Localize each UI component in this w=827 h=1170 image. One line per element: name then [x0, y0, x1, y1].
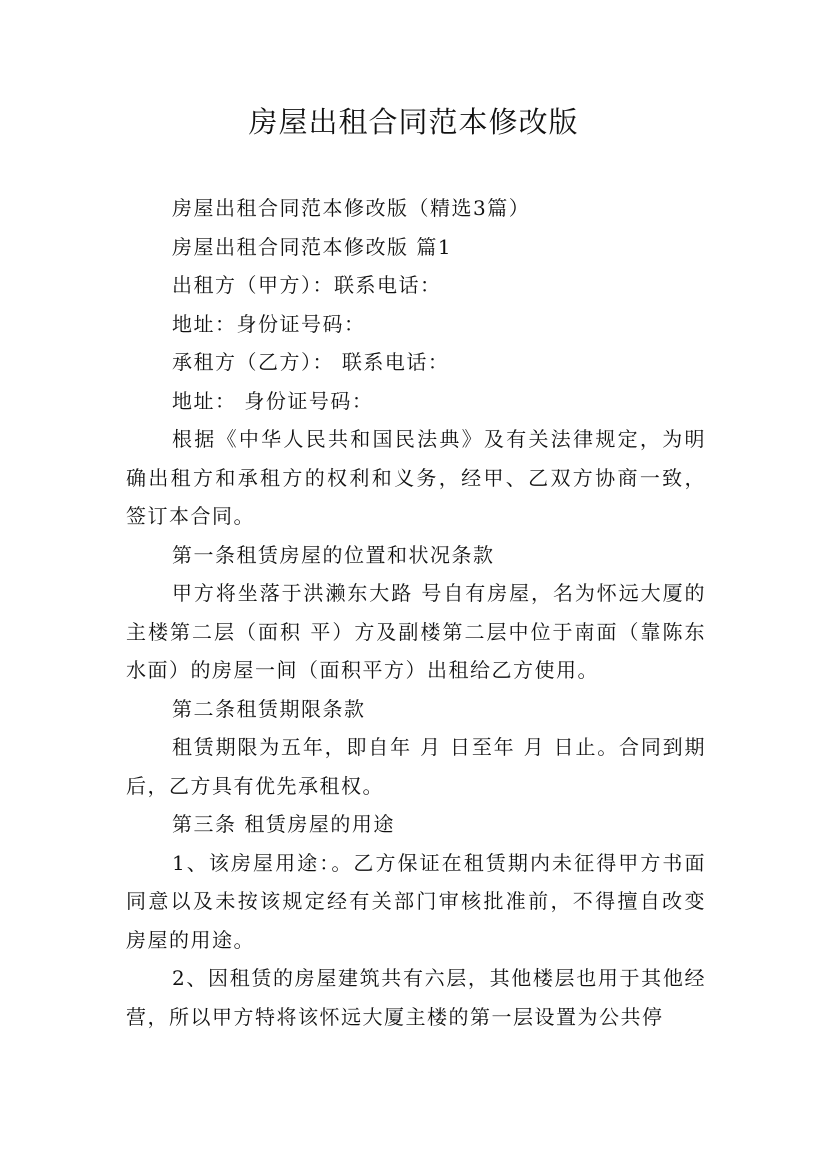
paragraph-lessee-address: 地址： 身份证号码：: [172, 388, 374, 413]
paragraph-article-1-body: 甲方将坐落于洪濑东大路 号自有房屋，名为怀远大厦的主楼第二层（面积 平）方及副楼第二层中位于南面（靠陈东水面）的房屋一间（面积平方）出租给乙方使用。: [126, 581, 706, 682]
paragraph-article-2-body: 租赁期限为五年，即自年 月 日至年 月 日止。合同到期后，乙方具有优先承租权。: [126, 735, 706, 798]
paragraph-subtitle: 房屋出租合同范本修改版（精选3篇）: [172, 196, 531, 220]
paragraph-part-heading: 房屋出租合同范本修改版 篇1: [172, 234, 453, 259]
paragraph-lessor-address: 地址：身份证号码：: [172, 311, 366, 336]
paragraph-article-1-heading: 第一条租赁房屋的位置和状况条款: [172, 542, 495, 567]
paragraph-preamble: 根据《中华人民共和国民法典》及有关法律规定，为明确出租方和承租方的权利和义务，经甲、乙双方协商一致，签订本合同。: [126, 427, 706, 528]
paragraph-lessor: 出租方（甲方）：联系电话：: [172, 273, 442, 297]
paragraph-article-3-item-1: 1、该房屋用途：。乙方保证在租赁期内未征得甲方书面同意以及未按该规定经有关部门审核批准前，不得擅自改变房屋的用途。: [126, 850, 706, 952]
document-title: 房屋出租合同范本修改版: [248, 105, 579, 139]
paragraph-article-3-heading: 第三条 租赁房屋的用途: [172, 812, 395, 836]
paragraph-article-3-item-2: 2、因租赁的房屋建筑共有六层，其他楼层也用于其他经营，所以甲方特将该怀远大厦主楼的第一层设置为公共停: [126, 966, 706, 1029]
paragraph-lessee: 承租方（乙方）： 联系电话：: [172, 350, 450, 374]
document-body: [126, 189, 706, 1036]
paragraph-article-2-heading: 第二条租赁期限条款: [172, 696, 366, 721]
